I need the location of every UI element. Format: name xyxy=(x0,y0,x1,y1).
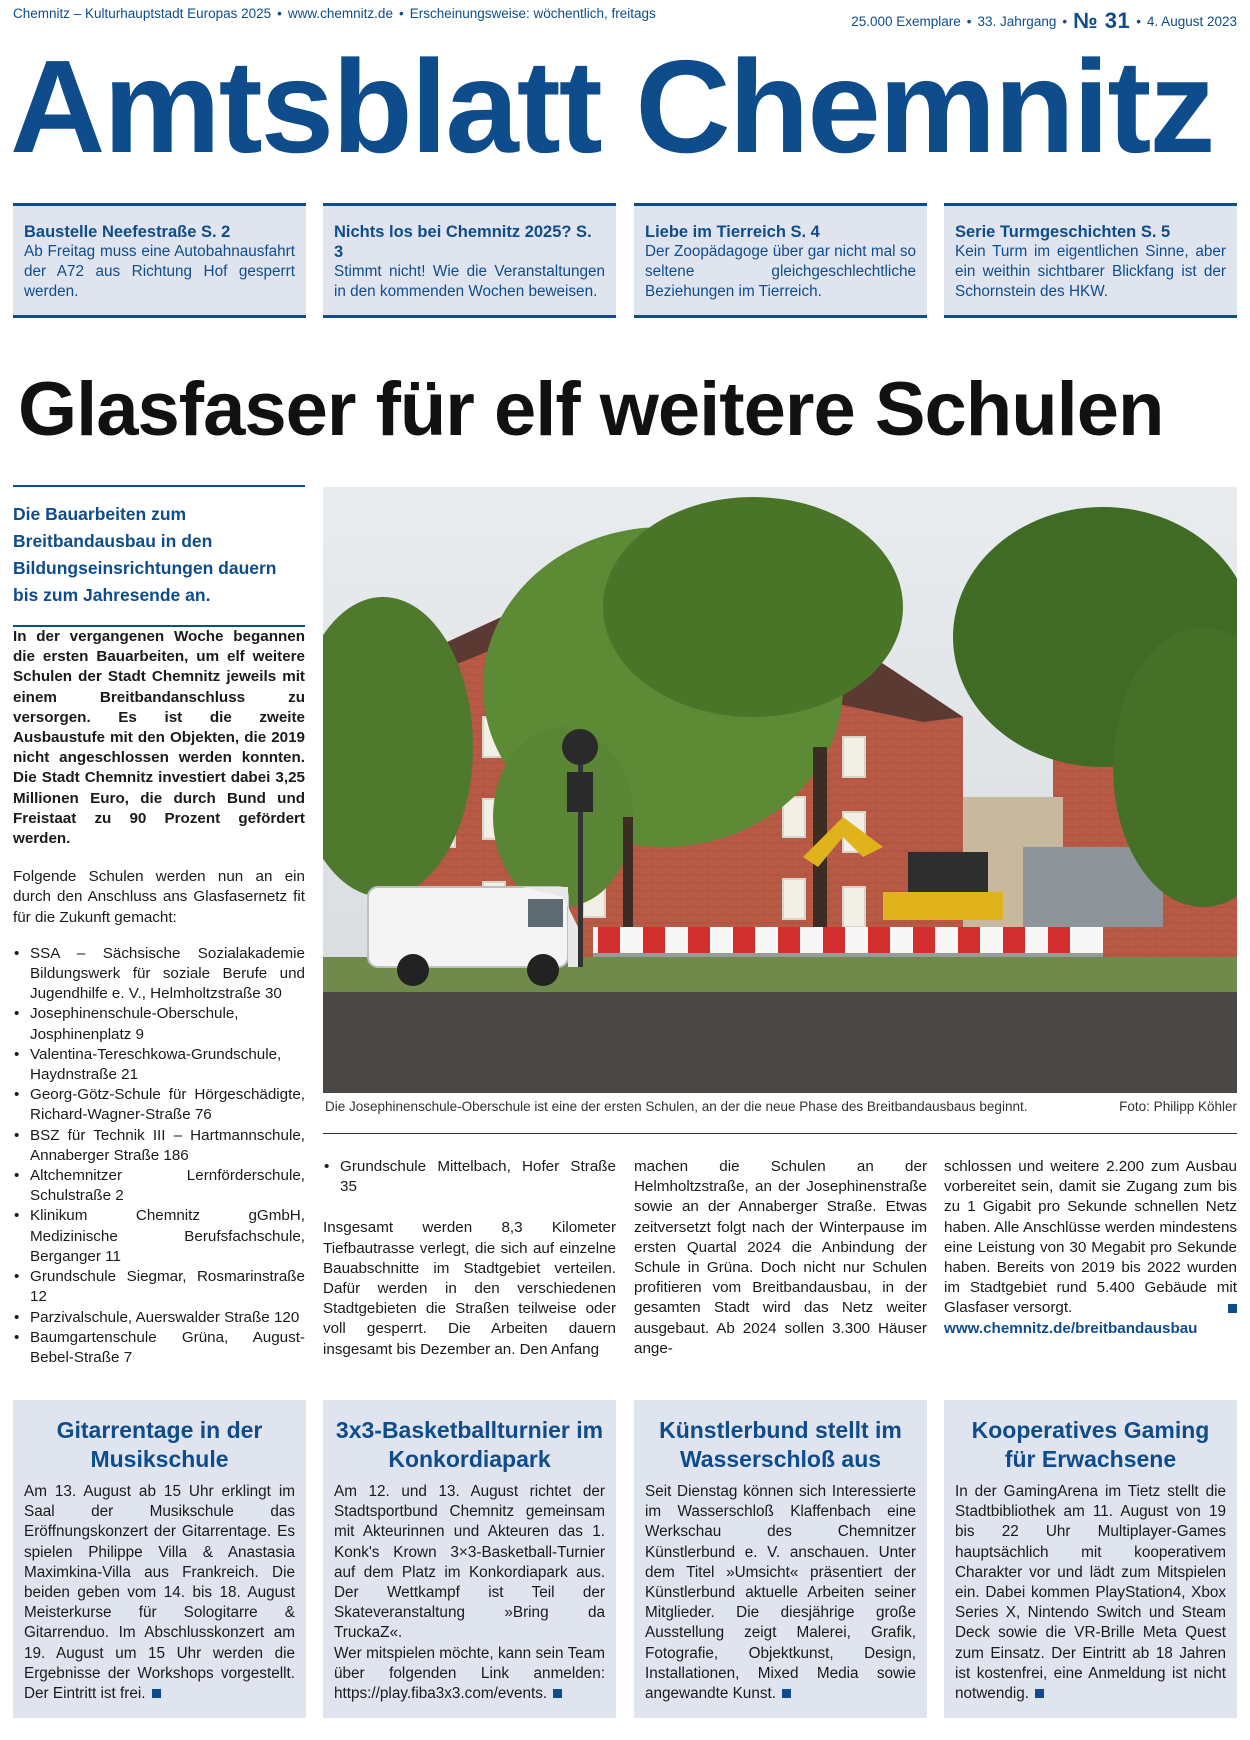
end-mark-icon xyxy=(1228,1304,1237,1313)
divider xyxy=(323,1133,1237,1134)
article-column-2 xyxy=(323,1157,616,1360)
teaser-text: Stimmt nicht! Wie die Veranstaltungen in den kommenden Wochen beweisen. xyxy=(334,263,605,300)
meta-volume: 33. Jahrgang xyxy=(977,14,1057,29)
box-text: Am 12. und 13. August richtet der Stadtsportbund Chemnitz gemeinsam mit Akteurinnen und Akteuren das 1. Konk's Krown 3×3-Basketball-Turnier auf dem Platz im Konkordiapark aus. Der Wettkampf ist Teil der Skateveranstaltung »Bring da TruckaZ«. xyxy=(334,1483,605,1642)
box-text-body: Am 13. August ab 15 Uhr erklingt im Saal der Musikschule das Eröffnungskonzert der Gitarrentage. Es spielen Philippe Villa & Anastasia Maximkina-Villa aus Frankreich. Die beiden geben vom 14. bis 18. August Meisterkurse für Sologitarre & Gitarrenduo. Im Abschlusskonzert am 19. August um 15 Uhr werden die Ergebnisse der Workshops vorgestellt. Der Eintritt ist frei. xyxy=(24,1483,295,1703)
end-mark-icon xyxy=(152,1689,161,1698)
list-item: • Valentina-Tereschkowa-Grundschule, Haydnstraße 21 xyxy=(13,1045,305,1085)
box-gitarrentage xyxy=(13,1400,306,1718)
teaser-title: Baustelle Neefestraße S. 2 xyxy=(24,223,231,241)
box-gaming xyxy=(944,1400,1237,1718)
issue-number: № 31 xyxy=(1073,8,1131,33)
article-body xyxy=(944,1157,1237,1319)
box-text xyxy=(955,1482,1226,1704)
article-column-1 xyxy=(13,627,305,1368)
photo-credit: Foto: Philipp Köhler xyxy=(1119,1099,1237,1114)
school-list-continued xyxy=(323,1157,616,1197)
end-mark-icon xyxy=(782,1689,791,1698)
list-item: • Parzivalschule, Auerswalder Straße 120 xyxy=(13,1308,305,1328)
list-item: • Grundschule Siegmar, Rosmarinstraße 12 xyxy=(13,1267,305,1307)
meta-website[interactable]: www.chemnitz.de xyxy=(287,6,393,21)
list-item: • Baumgartenschule Grüna, August-Bebel-Straße 7 xyxy=(13,1328,305,1368)
photo-caption xyxy=(325,1099,1237,1114)
box-kuenstlerbund xyxy=(634,1400,927,1718)
masthead-title: Amtsblatt Chemnitz xyxy=(10,33,1214,180)
end-mark-icon xyxy=(1035,1689,1044,1698)
teaser-text: Der Zoopädagoge über gar nicht mal so seltene gleichgeschlechtliche Beziehungen im Tierreich. xyxy=(645,243,916,300)
box-text xyxy=(24,1482,295,1704)
article-body: Insgesamt werden 8,3 Kilometer Tiefbautrasse verlegt, die sich auf einzelne Bauabschnitte im Stadtgebiet verteilen. Dafür werden in den verschiedenen Stadtgebieten die Straßen teilweise oder voll gesperrt. Die Arbeiten dauern insgesamt bis Dezember an. Den Anfang xyxy=(323,1219,616,1358)
list-item: • BSZ für Technik III – Hartmannschule, Annaberger Straße 186 xyxy=(13,1126,305,1166)
article-column-3 xyxy=(634,1157,927,1359)
list-item: • SSA – Sächsische Sozialakademie Bildungswerk für soziale Berufe und Jugendhilfe e. V., Helmholtzstraße 30 xyxy=(13,944,305,1005)
article-body: machen die Schulen an der Helmholtzstraße, an der Josephinenstraße sowie an der Annaberger Straße. Etwas zeitversetzt folgt nach der Winterpause im ersten Quartal 2024 die Anbindung der Schule in Grüna. Doch nicht nur Schulen profitieren vom Breitbandausbau, in der gesamten Stadt wird das Netz weiter ausgebaut. Ab 2024 sollen 3.300 Häuser ange- xyxy=(634,1158,927,1357)
box-text-body: In der GamingArena im Tietz stellt die Stadtbibliothek am 11. August von 19 bis 22 Uhr Multiplayer-Games hauptsächlich mit kooperativem Charakter vor und lädt zum Mitspielen ein. Dabei kommen PlayStation4, Xbox Series X, Nintendo Switch und Steam Deck sowie die VR-Brille Meta Quest zum Einsatz. Der Eintritt ab 18 Jahren ist kostenfrei, eine Anmeldung ist nicht notwendig. xyxy=(955,1483,1226,1703)
list-item: • Altchemnitzer Lernförderschule, Schulstraße 2 xyxy=(13,1166,305,1206)
meta-frequency: Erscheinungsweise: wöchentlich, freitags xyxy=(409,6,656,21)
lead-box xyxy=(13,485,305,627)
box-title: Kooperatives Gaming für Erwachsene xyxy=(971,1417,1210,1472)
list-item: • Grundschule Mittelbach, Hofer Straße 35 xyxy=(323,1157,616,1197)
box-text-registration xyxy=(334,1644,605,1705)
box-title: 3x3-Basketballturnier im Konkordiapark xyxy=(335,1417,604,1472)
teaser-text: Ab Freitag muss eine Autobahnausfahrt der A72 aus Richtung Hof gesperrt werden. xyxy=(24,243,295,300)
box-title: Künstlerbund stellt im Wasserschloß aus xyxy=(659,1417,902,1472)
breitbandausbau-link[interactable]: www.chemnitz.de/breitbandausbau xyxy=(944,1319,1198,1337)
teaser-text: Kein Turm im eigentlichen Sinne, aber ein weithin sichtbarer Blickfang ist der Schornstein des HKW. xyxy=(955,243,1226,300)
meta-right: 25.000 Exemplare • 33. Jahrgang • № 31 • 4. August 2023 xyxy=(851,8,1237,33)
box-text xyxy=(645,1482,916,1704)
school-photo-illustration xyxy=(323,487,1237,1093)
box-text-body: Seit Dienstag können sich Interessierte im Wasserschloß Klaffenbach eine Werkschau des Chemnitzer Künstlerbund e. V. anschauen. Unter dem Titel »Umsicht« präsentiert der Künstlerbund aktuelle Arbeiten seiner Mitglieder. Die diesjährige große Ausstellung zeigt Malerei, Grafik, Fotografie, Objektkunst, Design, Installationen, Mixed Media sowie angewandte Kunst. xyxy=(645,1483,916,1703)
teaser-title: Liebe im Tierreich S. 4 xyxy=(645,223,820,241)
teaser-title: Serie Turmgeschichten S. 5 xyxy=(955,223,1171,241)
end-mark-icon xyxy=(553,1689,562,1698)
teaser-row xyxy=(13,203,1237,318)
teaser-title: Nichts los bei Chemnitz 2025? S. 3 xyxy=(334,223,592,261)
article-intro: In der vergangenen Woche begannen die ersten Bauarbeiten, um elf weitere Schulen der Stadt Chemnitz jeweils mit einem Breitbandanschluss zu versorgen. Es ist die zweite Ausbaustufe mit den Objekten, die 2019 nicht angeschlossen werden konnten. Die Stadt Chemnitz investiert dabei 3,25 Millionen Euro, die durch Bund und Freistaat zu 90 Prozent gefördert werden. xyxy=(13,628,305,848)
article-lead: Die Bauarbeiten zum Breitbandausbau in den Bildungseinsrichtungen dauern bis zum Jahresende an. xyxy=(13,504,277,605)
box-text-link[interactable]: Wer mitspielen möchte, kann sein Team über folgenden Link anmelden: https://play.fiba3x3.com/events. xyxy=(334,1644,605,1703)
list-item: • Georg-Götz-Schule für Hörgeschädigte, Richard-Wagner-Straße 76 xyxy=(13,1085,305,1125)
box-title: Gitarrentage in der Musikschule xyxy=(56,1417,263,1472)
teaser-baustelle[interactable] xyxy=(13,203,306,318)
meta-line xyxy=(13,4,1237,33)
article-photo xyxy=(323,487,1237,1093)
meta-city: Chemnitz – Kulturhauptstadt Europas 2025 xyxy=(13,6,272,21)
teaser-tierreich[interactable] xyxy=(634,203,927,318)
meta-left: Chemnitz – Kulturhauptstadt Europas 2025 • www.chemnitz.de • Erscheinungsweise: wöchentlich, freitags xyxy=(13,6,656,21)
list-item: • Klinikum Chemnitz gGmbH, Medizinische Berufsfachschule, Berganger 11 xyxy=(13,1206,305,1267)
article-column-4 xyxy=(944,1157,1237,1339)
teaser-turmgeschichten[interactable] xyxy=(944,203,1237,318)
article-headline: Glasfaser für elf weitere Schulen xyxy=(18,367,1164,452)
meta-copies: 25.000 Exemplare xyxy=(851,14,961,29)
issue-date: 4. August 2023 xyxy=(1146,14,1237,29)
teaser-chemnitz-2025[interactable] xyxy=(323,203,616,318)
school-list xyxy=(13,944,305,1368)
box-basketball xyxy=(323,1400,616,1718)
school-list-intro: Folgende Schulen werden nun an ein durch den Anschluss ans Glasfasernetz fit für die Zukunft gemacht: xyxy=(13,868,305,926)
article-body-text: schlossen und weitere 2.200 zum Ausbau vorbereitet sein, damit sie Zugang zum bis zu 1 Gigabit pro Sekunde schnellen Netz haben. Alle Anschlüsse werden mindestens eine Leistung von 30 Megabit pro Sekunde haben. Bereits von 2019 bis 2022 wurden im Stadtgebiet rund 5.400 Gebäude mit Glasfaser versorgt. xyxy=(944,1158,1237,1317)
photo-caption-text: Die Josephinenschule-Oberschule ist eine der ersten Schulen, an der die neue Phase des Breitbandausbaus beginnt. xyxy=(325,1099,1028,1114)
list-item: • Josephinenschule-Oberschule, Josphinenplatz 9 xyxy=(13,1004,305,1044)
